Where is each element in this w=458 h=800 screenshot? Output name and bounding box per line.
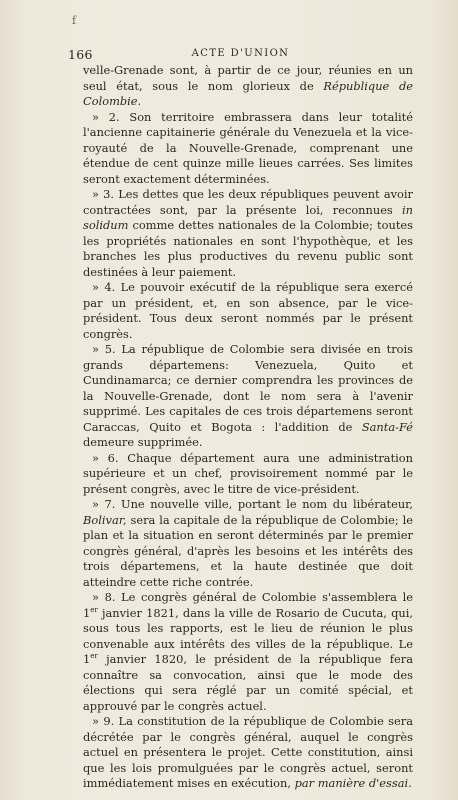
text-segment: » 8. Le congrès général de Colombie s'assemblera le 1 xyxy=(83,590,413,620)
paragraph-continued xyxy=(83,63,413,110)
text-body xyxy=(83,63,413,792)
text-segment: » 7. Une nouvelle ville, portant le nom du libérateur, xyxy=(92,497,413,511)
text-segment: » 4. Le pouvoir exécutif de la république sera exercé par un président, et, en son absence, par le vice-président. Tous deux seront nommés par le présent congrès. xyxy=(83,280,413,341)
italic-text: Santa-Fé xyxy=(361,419,413,434)
italic-text: Bolivar, xyxy=(83,512,127,527)
superscript: er xyxy=(90,605,98,614)
text-segment: » 2. Son territoire embrassera dans leur totalité l'ancienne capitainerie générale du Venezuela et la vice-royauté de la Nouvelle-Grenade, comprenant une étendue de cent quinze mille lieues carrées. Ses limites seront exactement déterminées. xyxy=(83,109,413,186)
text-segment: » 3. Les dettes que les deux républiques peuvent avoir contractées sont, par la présente loi, reconnues xyxy=(83,187,413,217)
text-segment: » 6. Chaque département aura une administration supérieure et un chef, provisoirement nommé par le présent congrès, avec le titre de vice-président. xyxy=(83,450,413,496)
article-8 xyxy=(83,590,413,714)
article-5 xyxy=(83,342,413,451)
article-4 xyxy=(83,280,413,342)
italic-text: République de Colombie. xyxy=(83,78,413,108)
text-segment: janvier 1821, dans la ville de Rosario de Cucuta, qui, sous tous les rapports, est le lieu de réunion le plus convenable aux intérêts des villes de la république. Le 1 xyxy=(83,605,413,666)
article-6 xyxy=(83,451,413,498)
running-title: ACTE D'UNION xyxy=(191,48,290,59)
italic-text: in solidum xyxy=(83,202,413,232)
italic-text: par manière d'essai. xyxy=(294,776,412,790)
superscript: er xyxy=(90,652,98,661)
text-segment: » 9. La constitution de la république de Colombie sera décrétée par le congrès général, auquel le congrès actuel en présentera le projet. Cette constitution, ainsi que les lois promulguées par le congrès actuel, seront immédiatement mises en exécution, xyxy=(83,714,413,790)
page-number: 166 xyxy=(68,47,93,62)
text-segment: » 5. La république de Colombie sera divisée en trois grands départemens: Venezuela, Quito et Cundinamarca; ce dernier comprendra les provinces de la Nouvelle-Grenade, dont le nom sera à l'avenir supprimé. Les capitales de ces trois départemens seront Caraccas, Quito et Bogota : l'addition de xyxy=(83,342,413,434)
running-head xyxy=(68,47,413,63)
article-7 xyxy=(83,497,413,590)
text-segment: comme dettes nationales de la Colombie; toutes les propriétés nationales en sont l'hypothèque, et les branches les plus productives du revenu public sont destinées à leur paiement. xyxy=(83,218,413,279)
article-9 xyxy=(83,714,413,792)
text-segment: velle-Grenade sont, à partir de ce jour, réunies en un seul état, sous le nom glorieux de xyxy=(83,63,413,93)
article-3 xyxy=(83,187,413,280)
margin-mark: f xyxy=(72,14,77,27)
text-segment: janvier 1820, le président de la république fera connaître sa convocation, ainsi que le mode des élections qui sera réglé par un comité spécial, et approuvé par le congrès actuel. xyxy=(83,652,413,713)
article-2 xyxy=(83,110,413,188)
text-segment: demeure supprimée. xyxy=(83,435,203,449)
text-segment: sera la capitale de la république de Colombie; le plan et la situation en seront déterminés par le premier congrès général, d'après les besoins et les intérêts des trois départemens, et la haute destinée que doit atteindre cette riche contrée. xyxy=(83,512,413,589)
